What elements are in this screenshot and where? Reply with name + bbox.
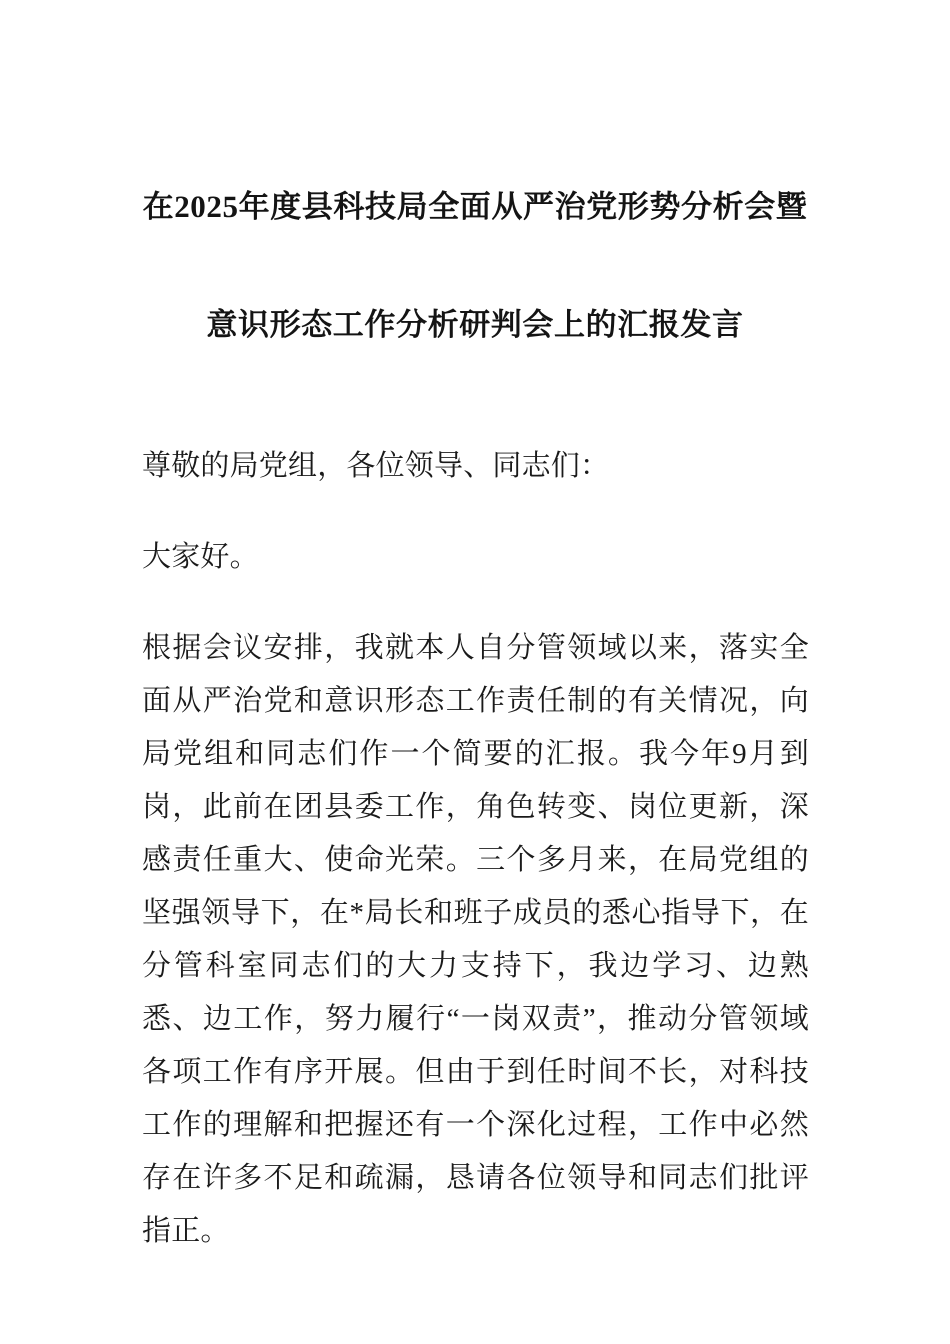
greeting-line: 大家好。: [142, 541, 259, 573]
body-paragraph-1: 根据会议安排，我就本人自分管领域以来，落实全面从严治党和意识形态工作责任制的有关情况，向局党组和同志们作一个简要的汇报。我今年9月到岗，此前在团县委工作，角色转变、岗位更新，深感责任重大、使命光荣。三个多月来，在局党组的坚强领导下，在*局长和班子成员的悉心指导下，在分管科室同志们的大力支持下，我边学习、边熟悉、边工作，努力履行“一岗双责”，推动分管领域各项工作有序开展。但由于到任时间不长，对科技工作的理解和把握还有一个深化过程，工作中必然存在许多不足和疏漏，恳请各位领导和同志们批评指正。: [142, 632, 809, 1247]
document-body: [142, 440, 809, 1258]
page-title: [140, 148, 810, 384]
salutation-line: 尊敬的局党组，各位领导、同志们：: [142, 450, 610, 482]
page-title-text: 在2025年度县科技局全面从严治党形势分析会暨意识形态工作分析研判会上的汇报发言: [142, 189, 808, 342]
